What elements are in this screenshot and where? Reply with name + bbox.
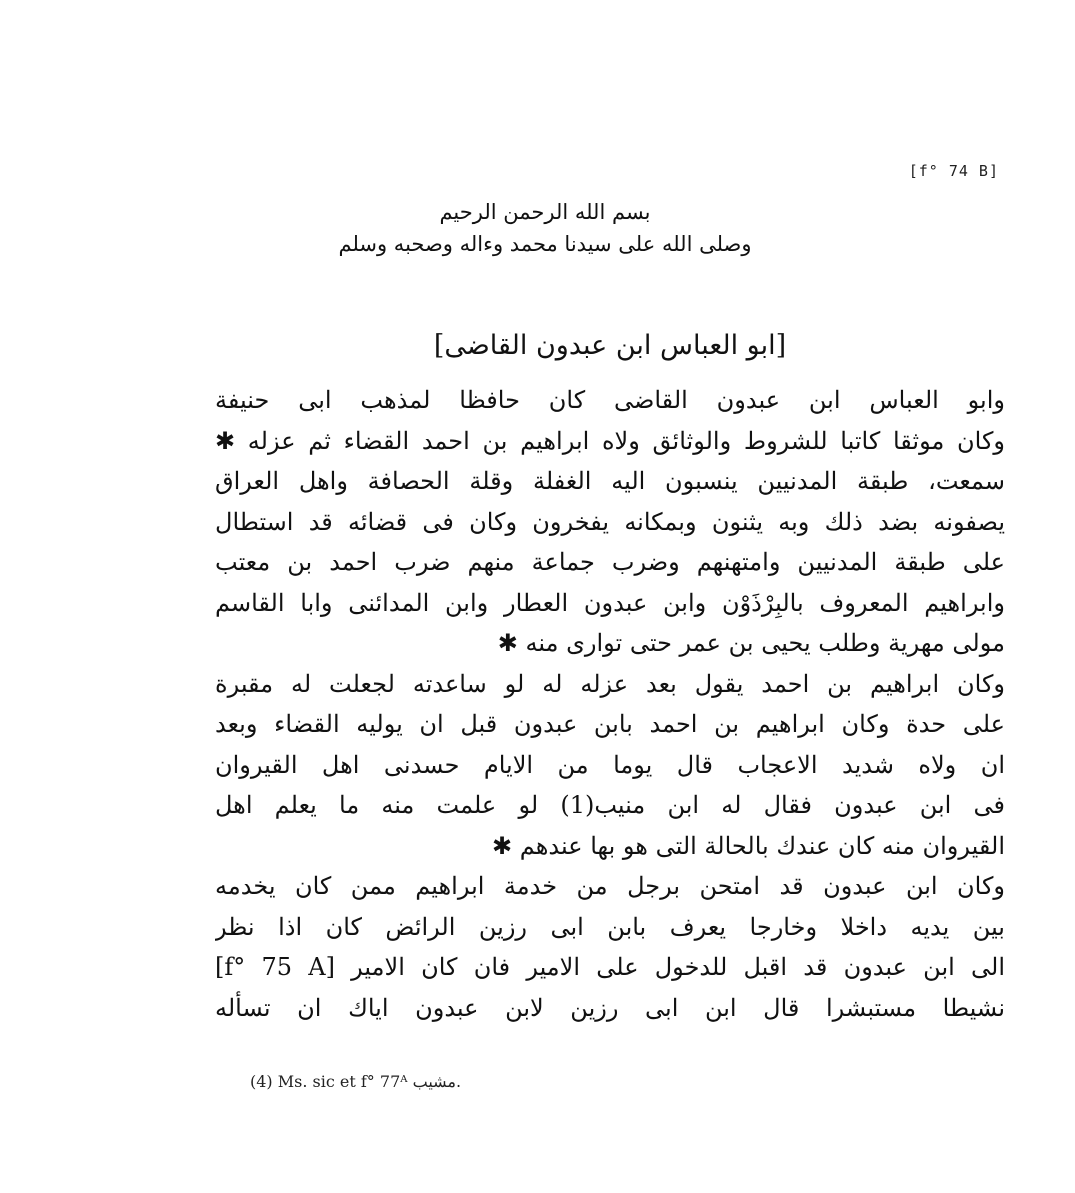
text-line: وابراهيم المعروف بالبِرْذَوْن وابن عبدون العطار وابن المدائنى وابا القاسم xyxy=(215,588,1005,617)
text-line: الى ابن عبدون قد اقبل للدخول على الامير فان كان الامير [f° 75 A] xyxy=(215,953,1005,981)
text-line: يصفونه بضد ذلك وبه يثنون وبمكانه يفخرون وكان فى قضائه قد استطال xyxy=(215,507,1005,536)
basmala xyxy=(330,196,760,260)
text-line: سمعت، طبقة المدنيين ينسبون اليه الغفلة وقلة الحصافة واهل العراق xyxy=(215,467,1005,495)
folio-reference: [f° 74 B] xyxy=(908,162,999,180)
basmala-line: وصلى الله على سيدنا محمد وءاله وصحبه وسلم xyxy=(338,232,752,256)
footnote: (4) Ms. sic et f° 77ᴬ مشيب. xyxy=(250,1072,462,1091)
text-line: القيروان منه كان عندك بالحالة التى هو بها عندهم ✱ xyxy=(492,831,1005,860)
chapter-title: [ابو العباس ابن عبدون القاضى] xyxy=(433,330,787,361)
text-line: مولى مهرية وطلب يحيى بن عمر حتى توارى منه ✱ xyxy=(497,629,1005,657)
text-line: بين يديه داخلا وخارجا يعرف بابن ابى رزين الرائض كان اذا نظر xyxy=(215,912,1005,941)
text-line: وابو العباس ابن عبدون القاضى كان حافظا لمذهب ابى حنيفة xyxy=(215,386,1005,414)
basmala-line: بسم الله الرحمن الرحيم xyxy=(439,200,651,224)
text-line: على طبقة المدنيين وامتهنهم وضرب جماعة منهم ضرب احمد بن معتب xyxy=(215,548,1005,576)
text-line: على حدة وكان ابراهيم بن احمد بابن عبدون قبل ان يوليه القضاء وبعد xyxy=(215,710,1005,738)
text-line: فى ابن عبدون فقال له ابن منيب(1) لو علمت منه ما يعلم اهل xyxy=(215,791,1005,819)
text-line: نشيطا مستبشرا قال ابن ابى رزين لابن عبدون اياك ان تسأله xyxy=(215,993,1005,1022)
text-line: ان ولاه شديد الاعجاب قال يوما من الايام حسدنى اهل القيروان xyxy=(215,750,1005,779)
text-line: وكان موثقا كاتبا للشروط والوثائق ولاه ابراهيم بن احمد القضاء ثم عزله ✱ xyxy=(215,426,1005,455)
text-line: وكان ابن عبدون قد امتحن برجل من خدمة ابراهيم ممن كان يخدمه xyxy=(215,872,1005,900)
text-line: وكان ابراهيم بن احمد يقول بعد عزله له لو ساعدته لجعلت له مقبرة xyxy=(215,669,1005,698)
body-text xyxy=(215,380,1005,1028)
